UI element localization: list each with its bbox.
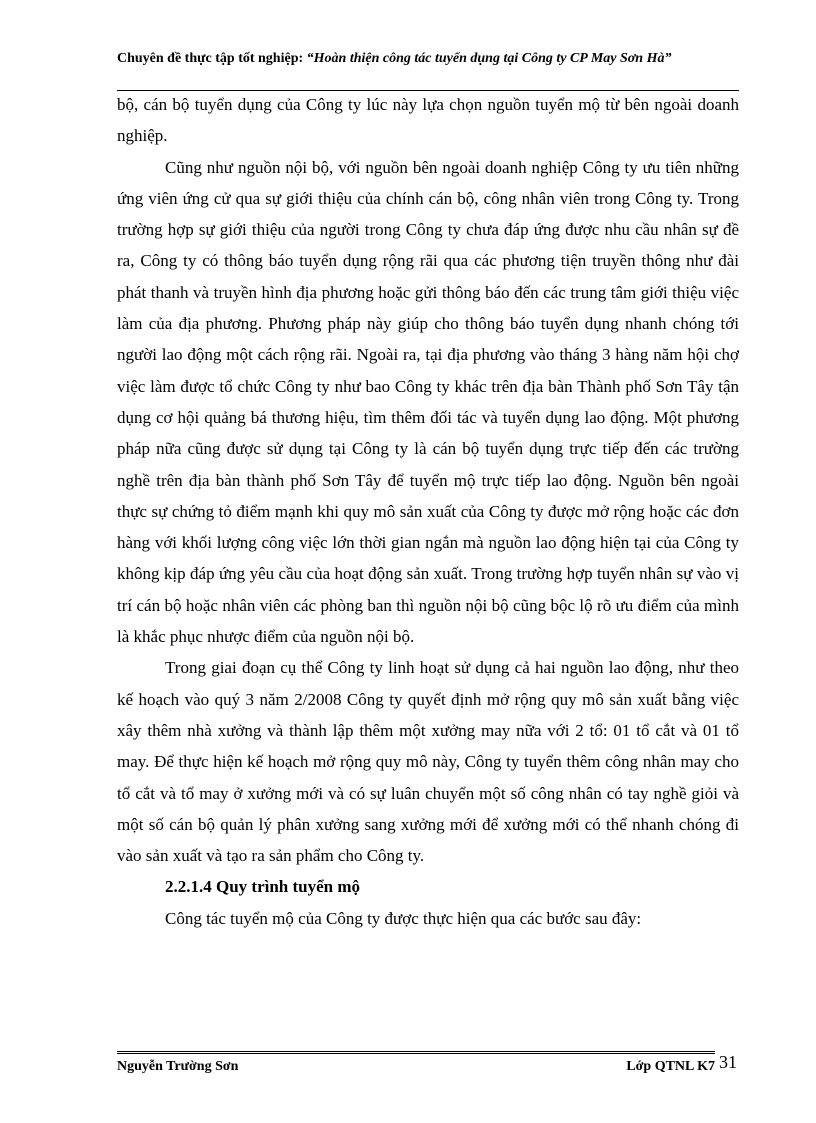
footer-class: Lớp QTNL K7 xyxy=(626,1059,715,1074)
header-topic: “Hoàn thiện công tác tuyển dụng tại Công ty CP May Sơn Hà” xyxy=(306,51,672,66)
page-header xyxy=(117,50,739,67)
page-footer xyxy=(117,1059,715,1075)
footer-author: Nguyễn Trường Sơn xyxy=(117,1059,239,1074)
header-label: Chuyên đề thực tập tốt nghiệp: xyxy=(117,51,307,66)
paragraph-2: Cũng như nguồn nội bộ, với nguồn bên ngoài doanh nghiệp Công ty ưu tiên những ứng viên ứng cử qua sự giới thiệu của chính cán bộ, công nhân viên trong Công ty. Trong trường hợp sự giới thiệu của người trong Công ty chưa đáp ứng được nhu cầu nhân sự đề ra, Công ty có thông báo tuyển dụng rộng rãi qua các phương tiện truyền thông như đài phát thanh và truyền hình địa phương hoặc gửi thông báo đến các trung tâm giới thiệu việc làm của địa phương. Phương pháp này giúp cho thông báo tuyển dụng nhanh chóng tới người lao động một cách rộng rãi. Ngoài ra, tại địa phương vào tháng 3 hàng năm hội chợ việc làm được tổ chức Công ty như bao Công ty khác trên địa bàn Thành phố Sơn Tây tận dụng cơ hội quảng bá thương hiệu, tìm thêm đối tác và tuyển dụng lao động. Một phương pháp nữa cũng được sử dụng tại Công ty là cán bộ tuyển dụng trực tiếp đến các trường nghề trên địa bàn thành phố Sơn Tây để tuyển mộ trực tiếp lao động. Nguồn bên ngoài thực sự chứng tỏ điểm mạnh khi quy mô sản xuất của Công ty được mở rộng hoặc các đơn hàng với khối lượng công việc lớn thời gian ngắn mà nguồn lao động hiện tại của Công ty không kịp đáp ứng yêu cầu của hoạt động sản xuất. Trong trường hợp tuyển nhân sự vào vị trí cán bộ hoặc nhân viên các phòng ban thì nguồn nội bộ cũng bộc lộ rõ ưu điểm của mình là khắc phục nhược điểm của nguồn nội bộ. xyxy=(117,157,739,647)
section-heading: 2.2.1.4 Quy trình tuyển mộ xyxy=(165,877,361,897)
page-number: 31 xyxy=(719,1052,737,1072)
footer-divider xyxy=(117,1051,715,1056)
paragraph-1: bộ, cán bộ tuyển dụng của Công ty lúc này lựa chọn nguồn tuyển mộ từ bên ngoài doanh nghiệp. xyxy=(117,95,739,146)
paragraph-4: Công tác tuyển mộ của Công ty được thực hiện qua các bước sau đây: xyxy=(165,908,642,928)
paragraph-3: Trong giai đoạn cụ thể Công ty linh hoạt sử dụng cả hai nguồn lao động, như theo kế hoạch vào quý 3 năm 2/2008 Công ty quyết định mở rộng quy mô sản xuất bằng việc xây thêm nhà xưởng và thành lập thêm một xưởng may nữa với 2 tổ: 01 tổ cắt và 01 tổ may. Để thực hiện kế hoạch mở rộng quy mô này, Công ty tuyển thêm công nhân may cho tổ cắt và tổ may ở xưởng mới và có sự luân chuyển một số công nhân có tay nghề giỏi và một số cán bộ quản lý phân xưởng sang xưởng mới để xưởng mới có thể nhanh chóng đi vào sản xuất và tạo ra sản phẩm cho Công ty. xyxy=(117,658,739,866)
document-body xyxy=(117,89,739,934)
